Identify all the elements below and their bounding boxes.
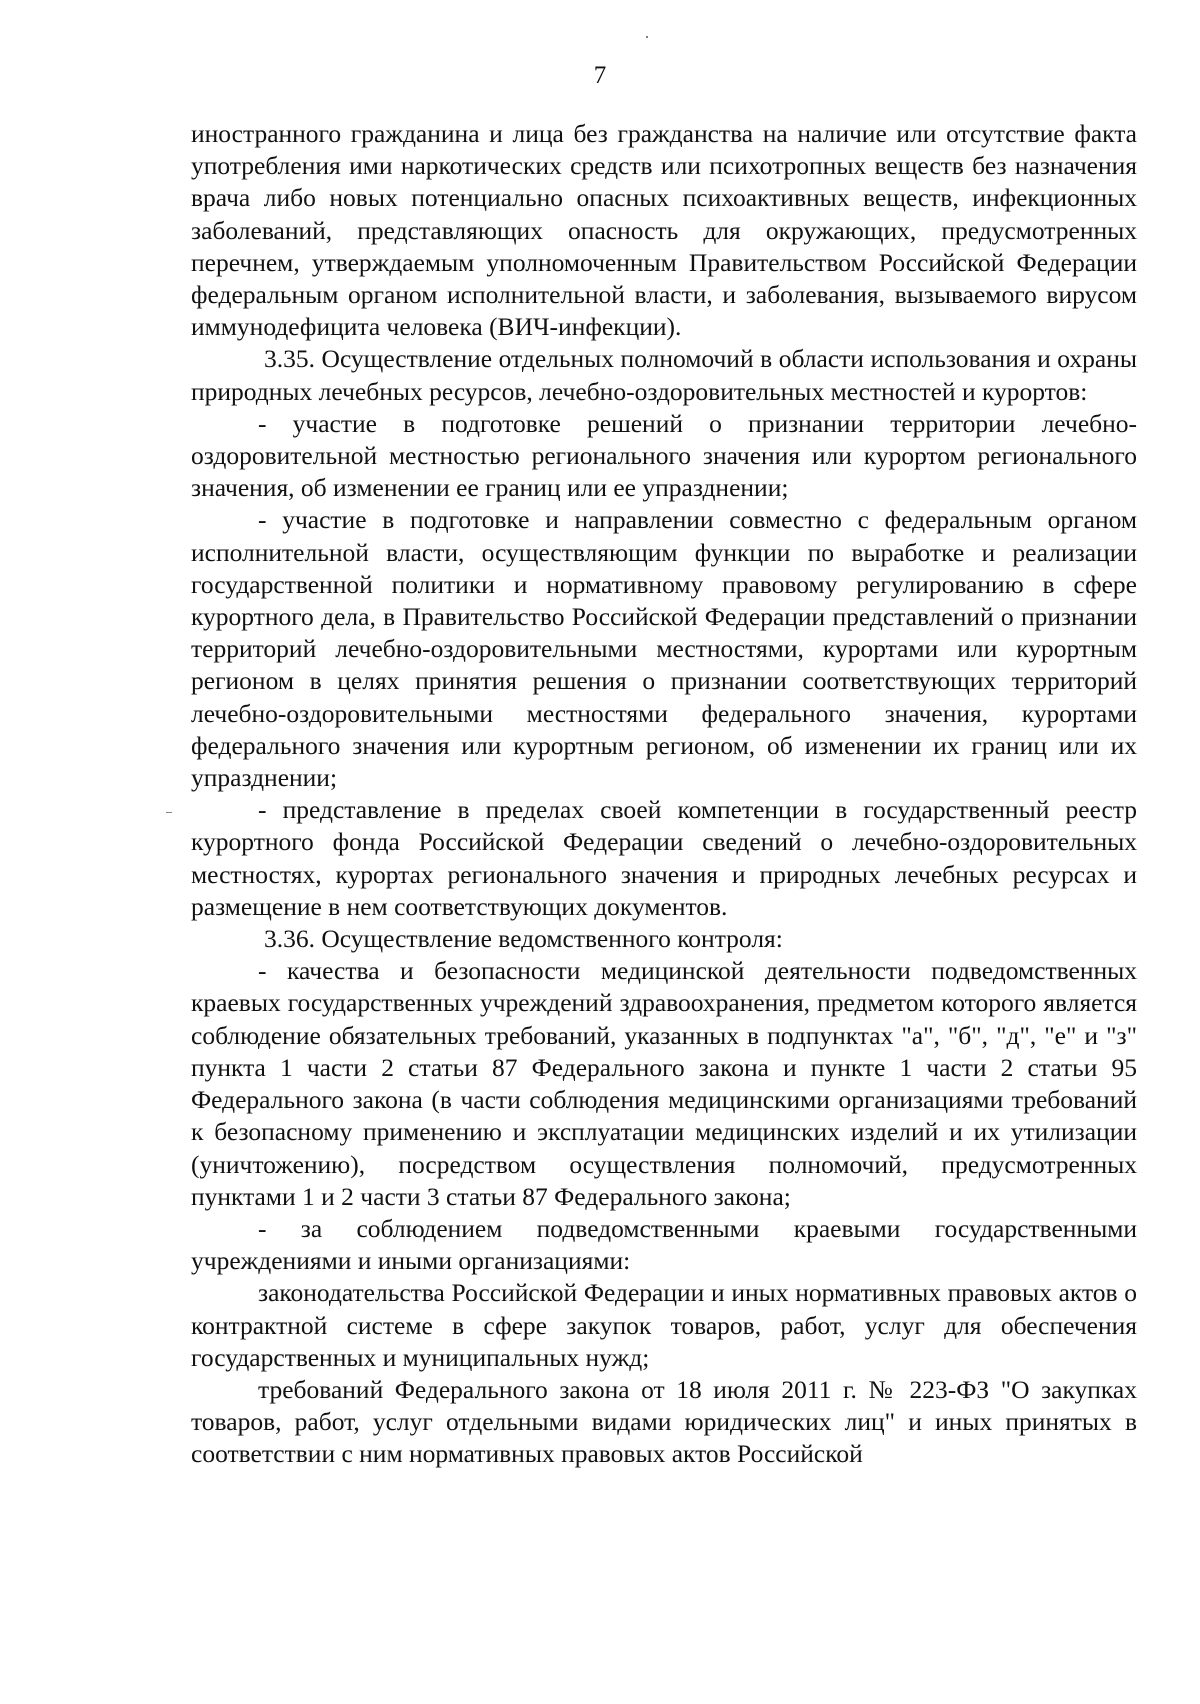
paragraph-3-36-subitem-1: законодательства Российской Федерации и иных нормативных правовых актов о контрактной системе в сфере закупок товаров, работ, услуг для обеспечения государственных и муниципальных нужд; [191,1278,1137,1372]
paragraph-continuation: иностранного гражданина и лица без гражданства на наличие или отсутствие факта употребления ими наркотических средств или психотропных веществ без назначения врача либо новых потенциально опасных психоактивных веществ, инфекционных заболеваний, представляющих опасность для окружающих, предусмотренных перечнем, утверждаемым уполномоченным Правительством Российской Федерации федеральным органом исполнительной власти, и заболевания, вызываемого вирусом иммунодефицита человека (ВИЧ-инфекции). [191,119,1137,342]
margin-mark [166,812,172,813]
paragraph-3-35-item-1: - участие в подготовке решений о признании территории лечебно-оздоровительной местностью регионального значения или курортом регионального значения, об изменении ее границ или ее упразднении; [191,408,1137,503]
paragraph-3-36-item-2: - за соблюдением подведомственными краевыми государственными учреждениями и иными организациями: [191,1213,1137,1276]
paragraph-3-36-item-1: - качества и безопасности медицинской деятельности подведомственных краевых государственных учреждений здравоохранения, предметом которого является соблюдение обязательных требований, указанных в подпунктах "а", "б", "д", "е" и "з" пункта 1 части 2 статьи 87 Федерального закона и пункте 1 части 2 статьи 95 Федерального закона (в части соблюдения медицинскими организациями требований к безопасному применению и эксплуатации медицинских изделий и их утилизации (уничтожению), посредством осуществления полномочий, предусмотренных пунктами 1 и 2 части 3 статьи 87 Федерального закона; [191,956,1137,1211]
document-body [191,118,1137,1471]
paragraph-3-35-item-3: - представление в пределах своей компетенции в государственный реестр курортного фонда Российской Федерации сведений о лечебно-оздоровительных местностях, курортах регионального значения и природных лечебных ресурсах и размещение в нем соответствующих документов. [191,795,1137,921]
paragraph-section-3-36: 3.36. Осуществление ведомственного контроля: [264,924,783,954]
scan-speck [646,36,648,38]
paragraph-section-3-35: 3.35. Осуществление отдельных полномочий в области использования и охраны природных лечебных ресурсов, лечебно-оздоровительных местностей и курортов: [191,344,1137,406]
paragraph-3-35-item-2: - участие в подготовке и направлении совместно с федеральным органом исполнительной власти, осуществляющим функции по выработке и реализации государственной политики и нормативному правовому регулированию в сфере курортного дела, в Правительство Российской Федерации представлений о признании территорий лечебно-оздоровительными местностями, курортами или курортным регионом в целях принятия решения о признании соответствующих территорий лечебно-оздоровительными местностями федерального значения, курортами федерального значения или курортным регионом, об изменении их границ или их упразднении; [191,505,1137,793]
paragraph-3-36-subitem-2: требований Федерального закона от 18 июля 2011 г. № 223-ФЗ "О закупках товаров, работ, услуг отдельными видами юридических лиц" и иных принятых в соответствии с ним нормативных правовых актов Российской [191,1374,1137,1469]
page-number: 7 [593,62,607,89]
